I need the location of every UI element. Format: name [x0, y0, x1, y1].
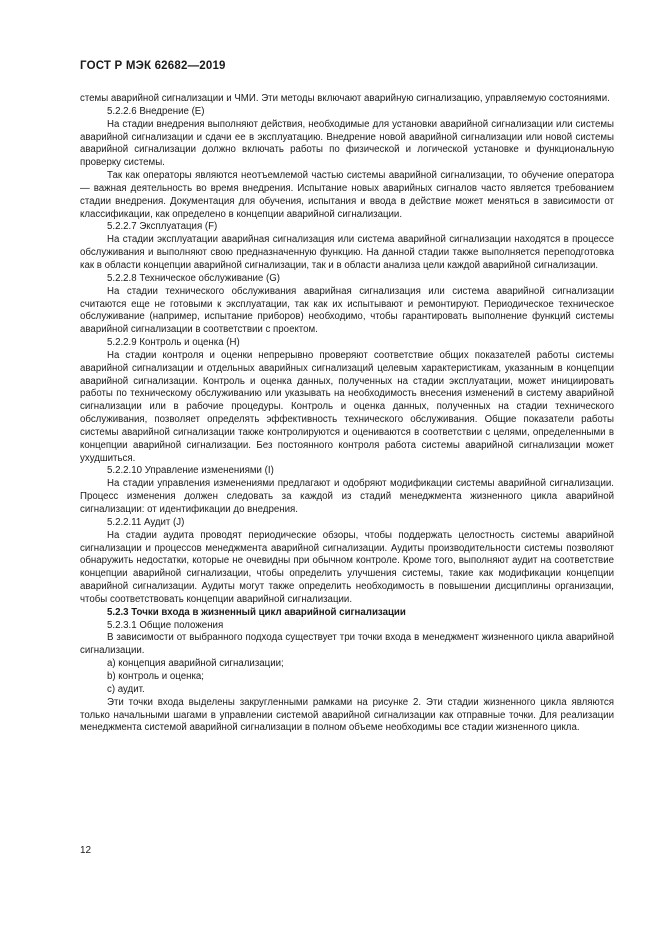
list-item: а) концепция аварийной сигнализации; — [107, 658, 284, 670]
document-header: ГОСТ Р МЭК 62682—2019 — [80, 60, 226, 72]
section-heading: 5.2.2.10 Управление изменениями (I) — [107, 465, 274, 477]
section-heading: 5.2.3.1 Общие положения — [107, 619, 224, 631]
section-heading: 5.2.2.9 Контроль и оценка (Н) — [107, 337, 240, 349]
section-heading: 5.2.2.6 Внедрение (Е) — [107, 105, 205, 117]
paragraph: На стадии внедрения выполняют действия, необходимые для установки аварийной сигнализации или системы аварийной сигнализации и сдачи ее в эксплуатацию. Внедрение новой аварийной сигнализации или новой системы аварийной сигнализации должно включать работы по физической и логической установке и функциональную проверку системы. — [80, 118, 614, 169]
page-number: 12 — [80, 845, 92, 856]
list-item: с) аудит. — [107, 683, 145, 695]
list-item: b) контроль и оценка; — [107, 670, 204, 682]
paragraph: Так как операторы являются неотъемлемой частью системы аварийной сигнализации, то обучение оператора — важная деятельность во время внедрения. Испытание новых аварийных сигналов часто является требованием стадии внедрения. Документация для обучения, испытания и ввода в действие может меняться в зависимости от классификации, как определено в концепции аварийной сигнализации. — [80, 170, 614, 220]
paragraph: На стадии эксплуатации аварийная сигнализация или система аварийной сигнализации находятся в процессе обслуживания и выполняют свою предназначенную функцию. На данной стадии также выполняется переподготовка как в области концепции аварийной сигнализации, так и в области анализа цели каждой аварийной сигнализации. — [80, 234, 614, 271]
subsection-title: 5.2.3 Точки входа в жизненный цикл аварийной сигнализации — [107, 606, 406, 618]
paragraph: На стадии управления изменениями предлагают и одобряют модификации системы аварийной сигнализации. Процесс изменения должен следовать за каждой из стадий менеджмента жизненного цикла аварийной сигнализации: от идентификации до внедрения. — [80, 478, 614, 515]
paragraph: На стадии технического обслуживания аварийная сигнализация или система аварийной сигнализации считаются еще не готовыми к эксплуатации, так как их испытывают и ремонтируют. Периодическое техническое обслуживание (например, испытание приборов) необходимо, чтобы гарантировать выполнение функций системы аварийной сигнализации в соответствии с проектом. — [80, 285, 614, 336]
section-heading: 5.2.2.7 Эксплуатация (F) — [107, 221, 218, 233]
paragraph: На стадии аудита проводят периодические обзоры, чтобы поддержать целостность системы аварийной сигнализации и процессов менеджмента аварийной сигнализации. Аудиты производительности системы позволяют обнаружить недостатки, которые не очевидны при обычном контроле. Кроме того, выполняют аудит на соответствие концепции аварийной сигнализации, чтобы определить улучшения системы, такие как модификации концепции аварийной сигнализации. Аудиты могут также определить необходимость в повышении дисциплины организации, чтобы соответствовать концепции аварийной сигнализации. — [80, 529, 614, 605]
paragraph: На стадии контроля и оценки непрерывно проверяют соответствие общих показателей работы системы аварийной сигнализации и отдельных аварийных сигнализаций целевым характеристикам, указанным в концепции аварийной сигнализации. Контроль и оценка данных, полученных на стадии эксплуатации, может инициировать работы по техническому обслуживанию или указывать на необходимость внесения изменений в систему аварийной сигнализации или в рабочие процедуры. Контроль и оценка данных, полученных на стадии технического обслуживания, позволяет определять эффективность технического обслуживания. Общие показатели работы системы аварийной сигнализации также контролируются и оцениваются в соответствии с целями, определенными в концепции аварийной сигнализации. Без постоянного контроля работа системы аварийной сигнализации может ухудшиться. — [80, 349, 614, 464]
paragraph: Эти точки входа выделены закругленными рамками на рисунке 2. Эти стадии жизненного цикла являются только начальными шагами в управлении системой аварийной сигнализации как отправные точки. Для реализации менеджмента системой аварийной сигнализации в полном объеме необходимы все стадии жизненного цикла. — [80, 696, 614, 734]
section-heading: 5.2.2.8 Техническое обслуживание (G) — [107, 272, 280, 284]
paragraph: В зависимости от выбранного подхода существует три точки входа в менеджмент жизненного цикла аварийной сигнализации. — [80, 632, 614, 657]
paragraph: стемы аварийной сигнализации и ЧМИ. Эти методы включают аварийную сигнализацию, управляемую состояниями. — [80, 93, 610, 104]
document-body — [80, 93, 614, 735]
section-heading: 5.2.2.11 Аудит (J) — [107, 516, 185, 528]
